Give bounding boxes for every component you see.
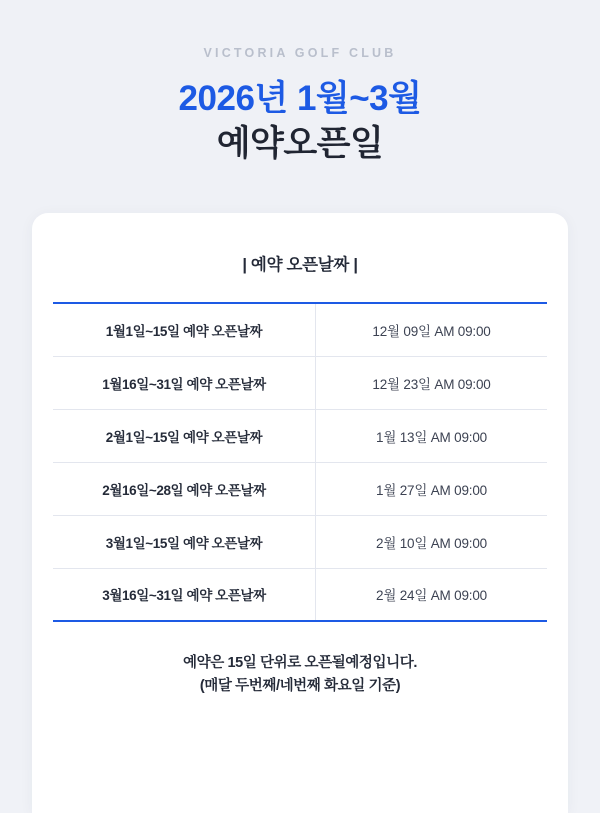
note-line-1: 예약은 15일 단위로 오픈될예정입니다. [183, 655, 417, 671]
note-line-2: (매달 두번째/네번째 화요일 기준) [199, 678, 401, 695]
row-value: 1월 13일 AM 09:00 [316, 409, 548, 462]
row-value: 2월 10일 AM 09:00 [316, 515, 548, 568]
row-label: 2월1일~15일 예약 오픈날짜 [53, 409, 316, 462]
table-row [53, 462, 547, 515]
table-row [53, 303, 547, 356]
schedule-card [32, 213, 568, 813]
row-label: 1월1일~15일 예약 오픈날짜 [53, 303, 316, 356]
row-label: 3월16일~31일 예약 오픈날짜 [53, 568, 316, 621]
brand-eyebrow: VICTORIA GOLF CLUB [203, 46, 397, 60]
row-value: 1월 27일 AM 09:00 [316, 462, 548, 515]
card-title: | 예약 오픈날짜 | [242, 256, 358, 274]
row-label: 3월1일~15일 예약 오픈날짜 [53, 515, 316, 568]
table-row [53, 568, 547, 621]
card-note [32, 652, 568, 698]
table-row [53, 409, 547, 462]
open-date-table [53, 302, 547, 622]
page-title-period: 2026년 1월~3월 [178, 79, 422, 118]
page-title [0, 78, 600, 165]
page-title-main: 예약오픈일 [216, 123, 384, 163]
table-row [53, 356, 547, 409]
row-value: 12월 09일 AM 09:00 [372, 323, 491, 339]
table-row [53, 515, 547, 568]
page-header [0, 0, 600, 165]
row-value: 12월 23일 AM 09:00 [316, 356, 548, 409]
row-label: 2월16일~28일 예약 오픈날짜 [53, 462, 316, 515]
row-label: 1월16일~31일 예약 오픈날짜 [53, 356, 316, 409]
row-value: 2월 24일 AM 09:00 [316, 568, 548, 621]
